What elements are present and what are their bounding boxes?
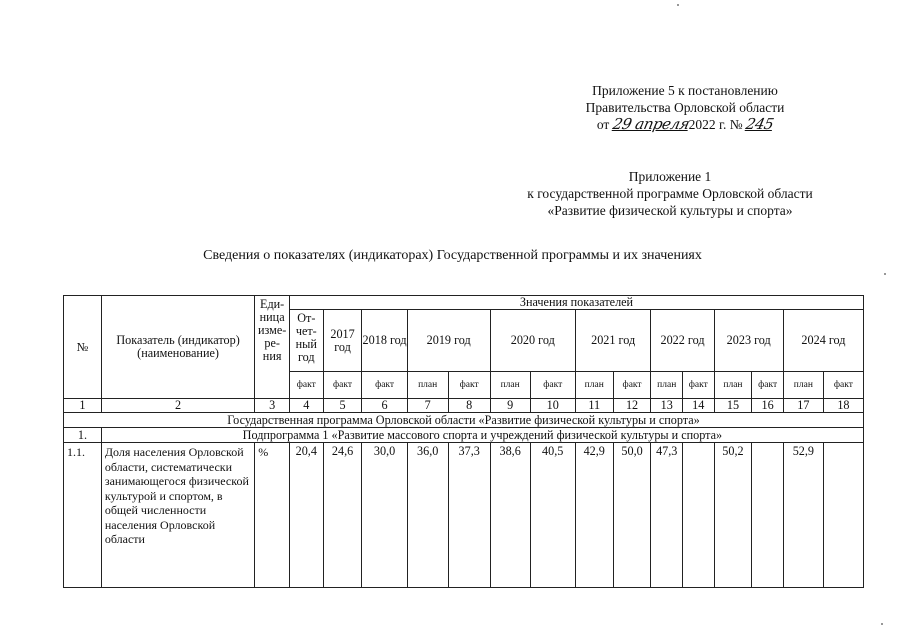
value-2020-plan: 38,6 [490, 443, 530, 588]
column-number: 12 [613, 399, 651, 413]
program-row: Государственная программа Орловской области «Развитие физической культуры и спорта» [64, 413, 864, 428]
column-number-row [64, 399, 864, 413]
header-2017: 2017 год [323, 310, 362, 372]
table-row [64, 443, 864, 588]
row-number: 1.1. [64, 443, 102, 588]
value-2017-fact: 24,6 [323, 443, 362, 588]
appendix1-line1: Приложение 1 [628, 169, 712, 184]
appendix1-line3: «Развитие физической культуры и спорта» [547, 203, 793, 218]
sub-2018-fact: факт [362, 372, 407, 399]
sub-2022-plan: план [651, 372, 683, 399]
handwritten-date: 29 апреля [610, 115, 691, 133]
column-number: 13 [651, 399, 683, 413]
value-2020-fact: 40,5 [530, 443, 575, 588]
row-unit: % [255, 443, 290, 588]
sub-report-fact: факт [289, 372, 323, 399]
column-number: 6 [362, 399, 407, 413]
header-2018: 2018 год [362, 310, 407, 372]
subprogram-number: 1. [64, 428, 102, 443]
header-2024: 2024 год [783, 310, 863, 372]
value-2023-plan: 50,2 [714, 443, 752, 588]
header-2020: 2020 год [490, 310, 575, 372]
value-2021-fact: 50,0 [613, 443, 651, 588]
sub-2021-fact: факт [613, 372, 651, 399]
value-2022-fact [683, 443, 715, 588]
sub-2017-fact: факт [323, 372, 362, 399]
header-indicator: Показатель (индикатор) (наименование) [101, 296, 254, 399]
sub-2023-plan: план [714, 372, 752, 399]
subprogram-row [64, 428, 864, 443]
sub-2024-fact: факт [823, 372, 863, 399]
column-number: 16 [752, 399, 784, 413]
date-suffix: 2022 г. № [688, 117, 743, 132]
sub-2022-fact: факт [683, 372, 715, 399]
value-2023-fact [752, 443, 784, 588]
column-number: 1 [64, 399, 102, 413]
column-number: 3 [255, 399, 290, 413]
appendix5-block [555, 82, 815, 133]
column-number: 15 [714, 399, 752, 413]
column-number: 10 [530, 399, 575, 413]
indicators-table [63, 295, 864, 588]
header-number: № [64, 296, 102, 399]
header-2019: 2019 год [407, 310, 490, 372]
sub-2019-plan: план [407, 372, 448, 399]
sub-2020-fact: факт [530, 372, 575, 399]
column-number: 4 [289, 399, 323, 413]
value-2019-plan: 36,0 [407, 443, 448, 588]
column-number: 9 [490, 399, 530, 413]
value-2018-fact: 30,0 [362, 443, 407, 588]
sub-2019-fact: факт [448, 372, 490, 399]
value-2022-plan: 47,3 [651, 443, 683, 588]
value-2021-plan: 42,9 [575, 443, 613, 588]
sub-2024-plan: план [783, 372, 823, 399]
column-number: 5 [323, 399, 362, 413]
subprogram-title: Подпрограмма 1 «Развитие массового спорта и учреждений физической культуры и спорта» [101, 428, 863, 443]
header-2023: 2023 год [714, 310, 783, 372]
document-heading: Сведения о показателях (индикаторах) Государственной программы и их значениях [203, 248, 702, 263]
row-indicator: Доля населения Орловской области, систематически занимающегося физической культурой и спортом, в общей численности населения Орловской области [101, 443, 254, 588]
column-number: 8 [448, 399, 490, 413]
sub-2021-plan: план [575, 372, 613, 399]
scan-speck [881, 623, 883, 625]
header-unit: Еди- ница изме- ре- ния [255, 296, 290, 399]
date-prefix: от [596, 117, 610, 132]
column-number: 11 [575, 399, 613, 413]
value-2024-plan: 52,9 [783, 443, 823, 588]
column-number: 18 [823, 399, 863, 413]
header-values: Значения показателей [289, 296, 863, 310]
column-number: 14 [683, 399, 715, 413]
appendix1-line2: к государственной программе Орловской области [527, 186, 813, 201]
scan-speck [677, 4, 679, 6]
column-number: 7 [407, 399, 448, 413]
appendix1-block [500, 168, 840, 219]
value-report: 20,4 [289, 443, 323, 588]
handwritten-number: 245 [744, 115, 776, 133]
sub-2020-plan: план [490, 372, 530, 399]
sub-2023-fact: факт [752, 372, 784, 399]
header-2021: 2021 год [575, 310, 651, 372]
value-2019-fact: 37,3 [448, 443, 490, 588]
appendix5-line2: Правительства Орловской области [585, 100, 785, 115]
column-number: 17 [783, 399, 823, 413]
value-2024-fact [823, 443, 863, 588]
column-number: 2 [101, 399, 254, 413]
appendix5-date-line [555, 116, 815, 133]
header-2022: 2022 год [651, 310, 714, 372]
scan-speck [884, 273, 886, 275]
header-report-year: От- чет- ный год [289, 310, 323, 372]
appendix5-line1: Приложение 5 к постановлению [592, 83, 778, 98]
